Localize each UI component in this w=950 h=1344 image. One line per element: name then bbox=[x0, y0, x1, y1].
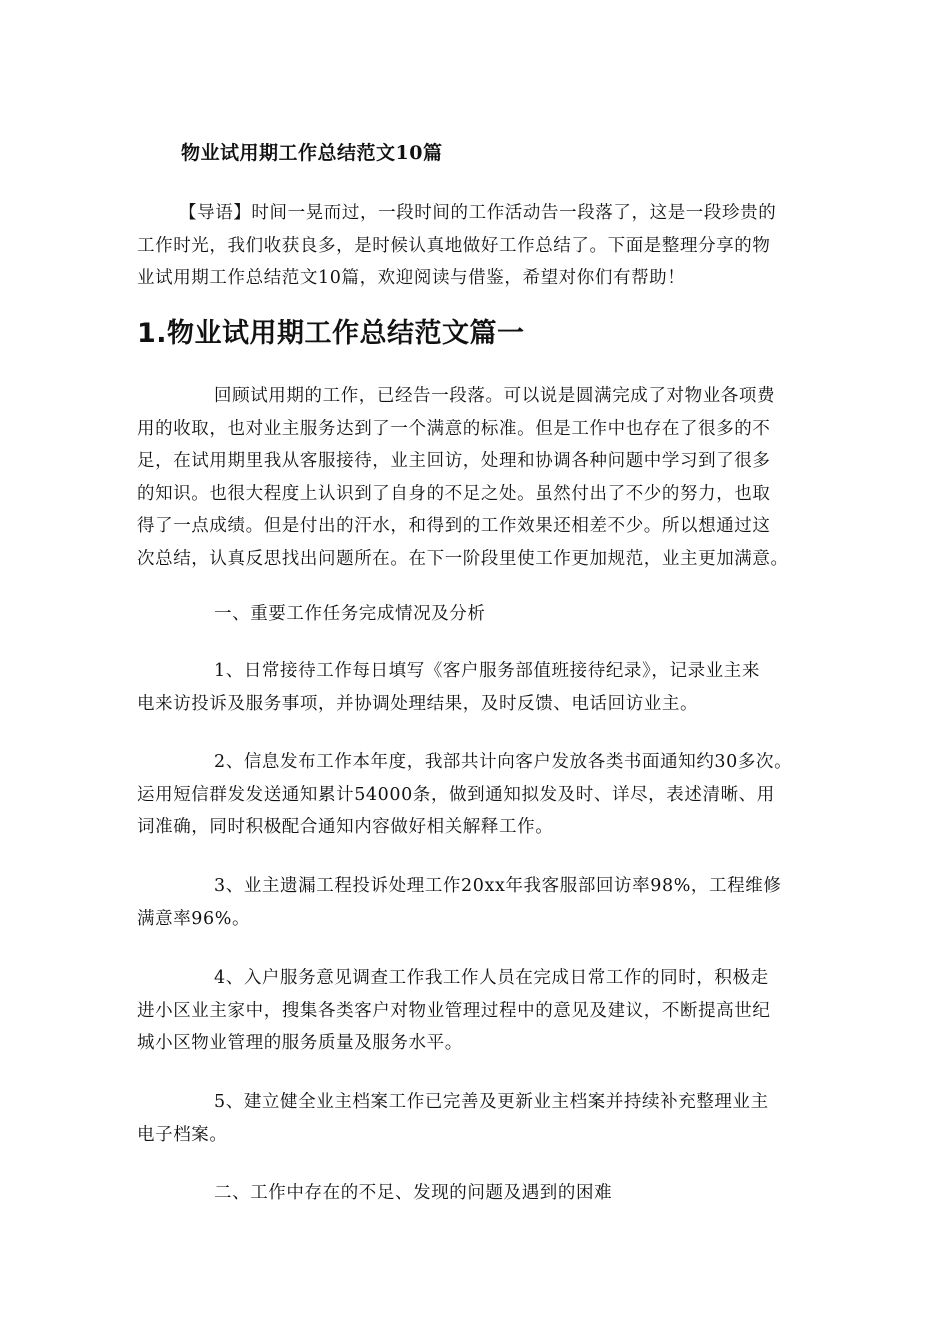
opening-paragraph bbox=[137, 380, 827, 575]
document-title: 物业试用期工作总结范文10篇 bbox=[181, 142, 443, 164]
item-paragraph bbox=[137, 746, 827, 844]
intro-paragraph bbox=[137, 197, 827, 295]
intro-line: 工作时光，我们收获良多，是时候认真地做好工作总结了。下面是整理分享的物 bbox=[137, 235, 771, 256]
paragraph-line: 电子档案。 bbox=[137, 1124, 228, 1145]
paragraph-line: 次总结，认真反思找出问题所在。在下一阶段里使工作更加规范，业主更加满意。 bbox=[137, 548, 789, 569]
paragraph-line: 4、入户服务意见调查工作我工作人员在完成日常工作的同时，积极走 bbox=[214, 968, 769, 988]
section-heading: 1.物业试用期工作总结范文篇一 bbox=[137, 318, 525, 349]
paragraph-line: 2、信息发布工作本年度，我部共计向客户发放各类书面通知约30多次。 bbox=[214, 752, 793, 772]
paragraph-line: 用的收取，也对业主服务达到了一个满意的标准。但是工作中也存在了很多的不 bbox=[137, 418, 771, 439]
paragraph-line: 1、日常接待工作每日填写《客户服务部值班接待纪录》，记录业主来 bbox=[214, 661, 760, 681]
paragraph-line: 3、业主遗漏工程投诉处理工作20xx年我客服部回访率98%，工程维修 bbox=[214, 876, 782, 896]
item-paragraph bbox=[137, 870, 827, 935]
paragraph-line: 的知识。也很大程度上认识到了自身的不足之处。虽然付出了不少的努力，也取 bbox=[137, 483, 771, 504]
paragraph-line: 词准确，同时积极配合通知内容做好相关解释工作。 bbox=[137, 817, 554, 837]
paragraph-line: 足，在试用期里我从客服接待，业主回访，处理和协调各种问题中学习到了很多 bbox=[137, 451, 771, 471]
paragraph-line: 进小区业主家中，搜集各类客户对物业管理过程中的意见及建议，不断提高世纪 bbox=[137, 1000, 771, 1021]
intro-line: 【导语】时间一晃而过，一段时间的工作活动告一段落了，这是一段珍贵的 bbox=[179, 203, 777, 223]
paragraph-line: 5、建立健全业主档案工作已完善及更新业主档案并持续补充整理业主 bbox=[214, 1092, 769, 1112]
item-paragraph bbox=[137, 962, 827, 1060]
paragraph-line: 满意率96%。 bbox=[137, 908, 251, 929]
paragraph-line: 电来访投诉及服务事项，并协调处理结果，及时反馈、电话回访业主。 bbox=[137, 693, 699, 714]
subsection-heading: 一、重要工作任务完成情况及分析 bbox=[214, 604, 486, 624]
item-paragraph bbox=[137, 655, 827, 720]
item-paragraph bbox=[137, 1086, 827, 1151]
intro-line: 业试用期工作总结范文10篇，欢迎阅读与借鉴，希望对你们有帮助！ bbox=[137, 268, 686, 288]
paragraph-line: 得了一点成绩。但是付出的汗水，和得到的工作效果还相差不少。所以想通过这 bbox=[137, 516, 771, 536]
paragraph-line: 运用短信群发发送通知累计54000条，做到通知拟发及时、详尽，表述清晰、用 bbox=[137, 784, 775, 805]
subsection-heading: 二、工作中存在的不足、发现的问题及遇到的困难 bbox=[214, 1183, 613, 1203]
paragraph-line: 回顾试用期的工作，已经告一段落。可以说是圆满完成了对物业各项费 bbox=[214, 386, 776, 406]
paragraph-line: 城小区物业管理的服务质量及服务水平。 bbox=[137, 1033, 463, 1053]
